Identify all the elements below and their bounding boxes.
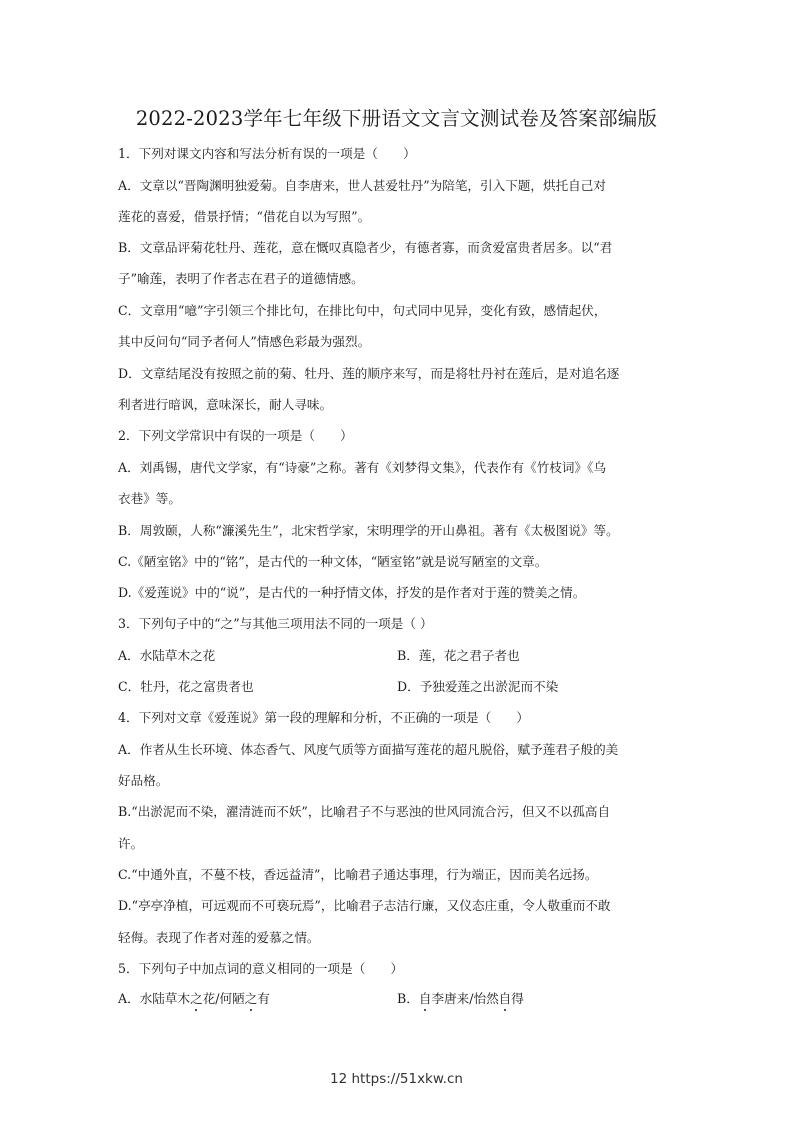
question-2-option-d: D.《爱莲说》中的“说”，是古代的一种抒情文体，抒发的是作者对于莲的赞美之情。 xyxy=(118,585,586,600)
question-1-option-c: C．文章用“噫”字引领三个排比句，在排比句中，句式同中见异，变化有致，感情起伏， xyxy=(118,303,607,318)
question-2-option-a-cont: 衣巷》等。 xyxy=(118,491,181,506)
question-5-option-a-mid: 花/何陋 xyxy=(202,991,245,1006)
question-2-option-c: C.《陋室铭》中的“铭”，是古代的一种文体，“陋室铭”就是说写陋室的文章。 xyxy=(118,554,548,569)
question-1-option-c-cont: 其中反问句“同予者何人”情感色彩最为强烈。 xyxy=(118,334,371,349)
question-3-option-b: B．莲，花之君子者也 xyxy=(397,648,520,663)
dotted-word: 自 xyxy=(418,991,432,1006)
question-1-option-a: A．文章以“晋陶渊明独爱菊。自李唐来，世人甚爱牡丹”为陪笔，引入下题，烘托自己对 xyxy=(118,178,606,193)
question-5-option-b xyxy=(397,991,524,1007)
question-4-option-b-cont: 许。 xyxy=(118,836,144,851)
question-4-option-a-cont: 好品格。 xyxy=(118,773,169,788)
question-2-option-b: B．周敦颐，人称“濂溪先生”，北宋哲学家，宋明理学的开山鼻祖。著有《太极图说》等。 xyxy=(118,523,619,538)
question-5-option-b-mid: 李唐来/怡然 xyxy=(431,991,499,1006)
question-4-stem: 4．下列对文章《爱莲说》第一段的理解和分析，不正确的一项是（ ） xyxy=(118,710,530,725)
question-3-option-d: D．予独爱莲之出淤泥而不染 xyxy=(397,679,559,694)
page-title: 2022-2023学年七年级下册语文文言文测试卷及答案部编版 xyxy=(135,107,658,130)
question-4-option-d-cont: 轻侮。表现了作者对莲的爱慕之情。 xyxy=(118,930,320,945)
dotted-word: 之 xyxy=(244,991,258,1006)
question-4-option-d: D.“亭亭净植，可远观而不可亵玩焉”，比喻君子志洁行廉，又仪态庄重，令人敬重而不敢 xyxy=(118,898,611,913)
question-1-option-a-cont: 莲花的喜爱，借景抒情；“借花自以为写照”。 xyxy=(118,209,371,224)
question-4-option-c: C.“中通外直，不蔓不枝，香远益清”，比喻君子通达事理，行为端正，因而美名远扬。 xyxy=(118,867,598,882)
question-3-row-2 xyxy=(118,679,678,695)
question-1-option-b: B．文章品评菊花牡丹、莲花，意在慨叹真隐者少，有德者寡，而贪爱富贵者居多。以“君 xyxy=(118,240,613,255)
question-1-option-d-cont: 利者进行暗讽，意味深长，耐人寻味。 xyxy=(118,397,333,412)
question-4-option-b: B.“出淤泥而不染，濯清涟而不妖”，比喻君子不与恶浊的世风同流合污，但又不以孤高自 xyxy=(118,804,611,819)
question-2-option-a: A．刘禹锡，唐代文学家，有“诗豪”之称。著有《刘梦得文集》，代表作有《竹枝词》《乌 xyxy=(118,460,606,475)
question-2-stem: 2．下列文学常识中有误的一项是（ ） xyxy=(118,428,353,443)
question-1-option-b-cont: 子”喻莲，表明了作者志在君子的道德情感。 xyxy=(118,271,364,286)
question-3-row-1 xyxy=(118,648,678,664)
question-5-row-1 xyxy=(118,991,678,1007)
question-5-stem: 5．下列句子中加点词的意义相同的一项是（ ） xyxy=(118,961,404,976)
question-1-option-d: D．文章结尾没有按照之前的菊、牡丹、莲的顺序来写，而是将牡丹衬在莲后，是对追名逐 xyxy=(118,366,620,381)
question-3-option-a: A．水陆草木之花 xyxy=(118,648,216,663)
question-3-option-c: C．牡丹，花之富贵者也 xyxy=(118,679,254,694)
question-5-option-b-post: 得 xyxy=(511,991,524,1006)
dotted-word: 自 xyxy=(498,991,512,1006)
question-4-option-a: A．作者从生长环境、体态香气、风度气质等方面描写莲花的超凡脱俗，赋予莲君子般的美 xyxy=(118,742,619,757)
question-5-option-a xyxy=(118,991,270,1006)
question-1-stem: 1．下列对课文内容和写法分析有误的一项是（ ） xyxy=(118,146,416,161)
page-footer: 12 https://51xkw.cn xyxy=(330,1071,463,1087)
question-5-option-b-pre: B． xyxy=(397,991,419,1006)
dotted-word: 之 xyxy=(190,991,203,1006)
question-5-option-a-pre: A．水陆草木 xyxy=(118,991,191,1006)
question-5-option-a-post: 有 xyxy=(257,991,270,1006)
question-3-stem: 3．下列句子中的“之”与其他三项用法不同的一项是（ ） xyxy=(118,616,433,631)
